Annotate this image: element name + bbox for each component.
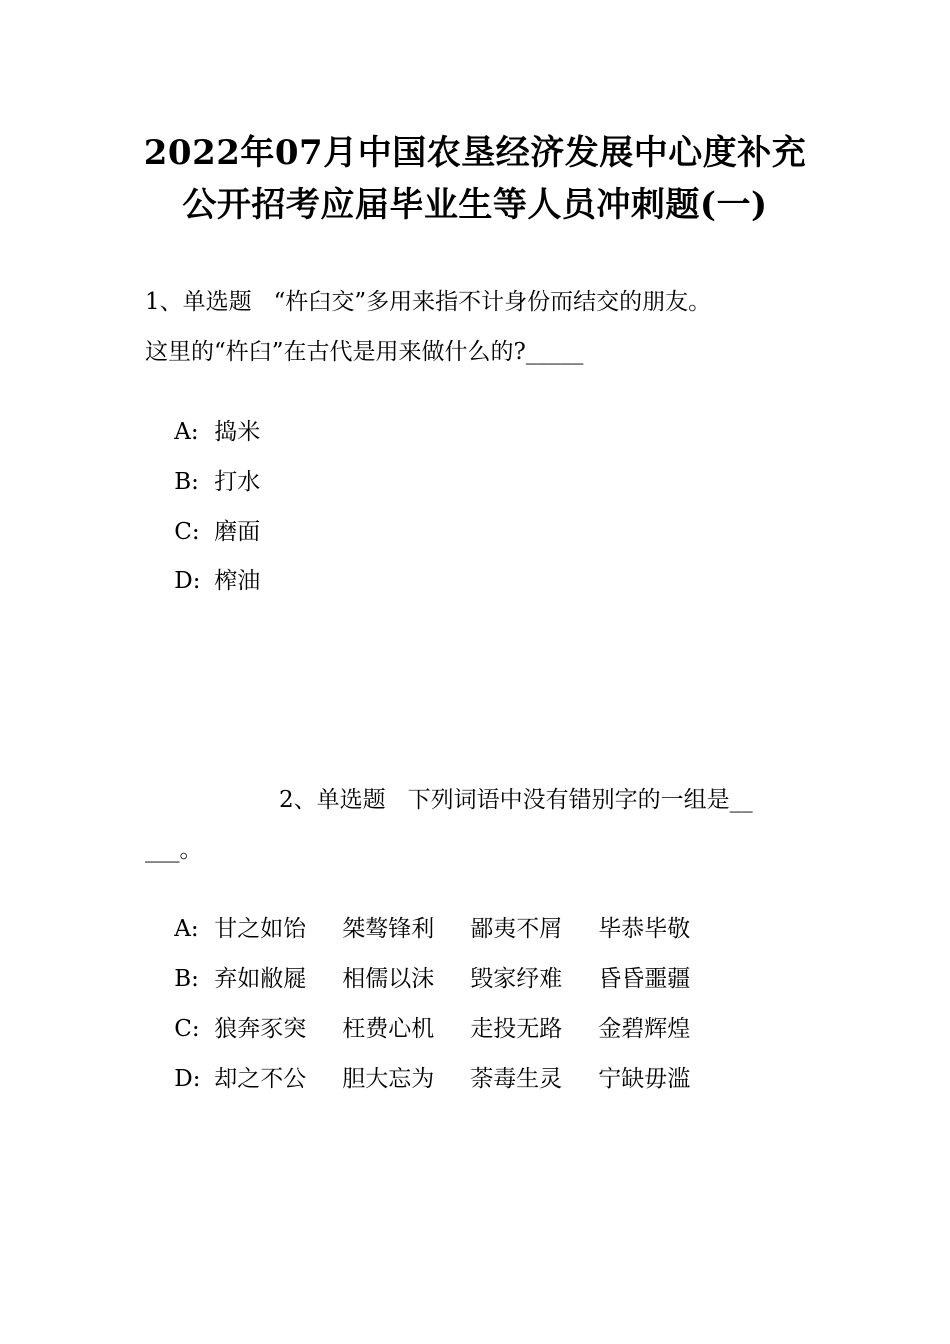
option-letter: D:: [174, 1066, 201, 1092]
option-word: 昏昏噩疆: [598, 966, 691, 992]
option-word: 枉费心机: [342, 1016, 435, 1042]
question-1-option-d: [145, 536, 260, 626]
question-1-stem-line-1: 1、单选题 “杵臼交”多用来指不计身份而结交的朋友。: [145, 289, 712, 315]
option-word: 毁家纾难: [470, 966, 563, 992]
option-word: 鄙夷不屑: [470, 916, 563, 942]
option-word: 荼毒生灵: [470, 1066, 563, 1092]
option-word: 金碧辉煌: [598, 1016, 691, 1042]
option-letter: B:: [174, 966, 199, 992]
option-word: 走投无路: [470, 1016, 563, 1042]
option-word: 甘之如饴: [214, 916, 307, 942]
option-word: 却之不公: [214, 1066, 307, 1092]
document-title-line-2: 公开招考应届毕业生等人员冲刺题(一): [182, 185, 768, 225]
question-2-option-d: [145, 1034, 726, 1124]
option-text: 捣米: [214, 419, 261, 445]
option-word: 桀骜锋利: [342, 916, 435, 942]
option-letter: C:: [174, 519, 200, 545]
option-letter: A:: [174, 916, 199, 942]
question-2-stem-line-2: ___。: [145, 837, 203, 863]
option-word: 胆大忘为: [342, 1066, 435, 1092]
option-text: 磨面: [214, 519, 261, 545]
option-word: 弃如敝屣: [214, 966, 307, 992]
option-word: 宁缺毋滥: [598, 1066, 691, 1092]
option-letter: B:: [174, 469, 199, 495]
option-letter: A:: [174, 419, 199, 445]
question-2-stem-line-1: 2、单选题 下列词语中没有错别字的一组是__: [279, 787, 753, 813]
question-1-stem-line-2: 这里的“杵臼”在古代是用来做什么的?_____: [145, 339, 584, 365]
option-text: 打水: [214, 469, 261, 495]
option-word: 狼奔豕突: [214, 1016, 307, 1042]
option-word: 相儒以沫: [342, 966, 435, 992]
option-word: 毕恭毕敬: [598, 916, 691, 942]
option-letter: C:: [174, 1016, 200, 1042]
option-text: 榨油: [214, 568, 261, 594]
document-title-line-1: 2022年07月中国农垦经济发展中心度补充: [143, 133, 807, 173]
option-letter: D:: [174, 568, 201, 594]
